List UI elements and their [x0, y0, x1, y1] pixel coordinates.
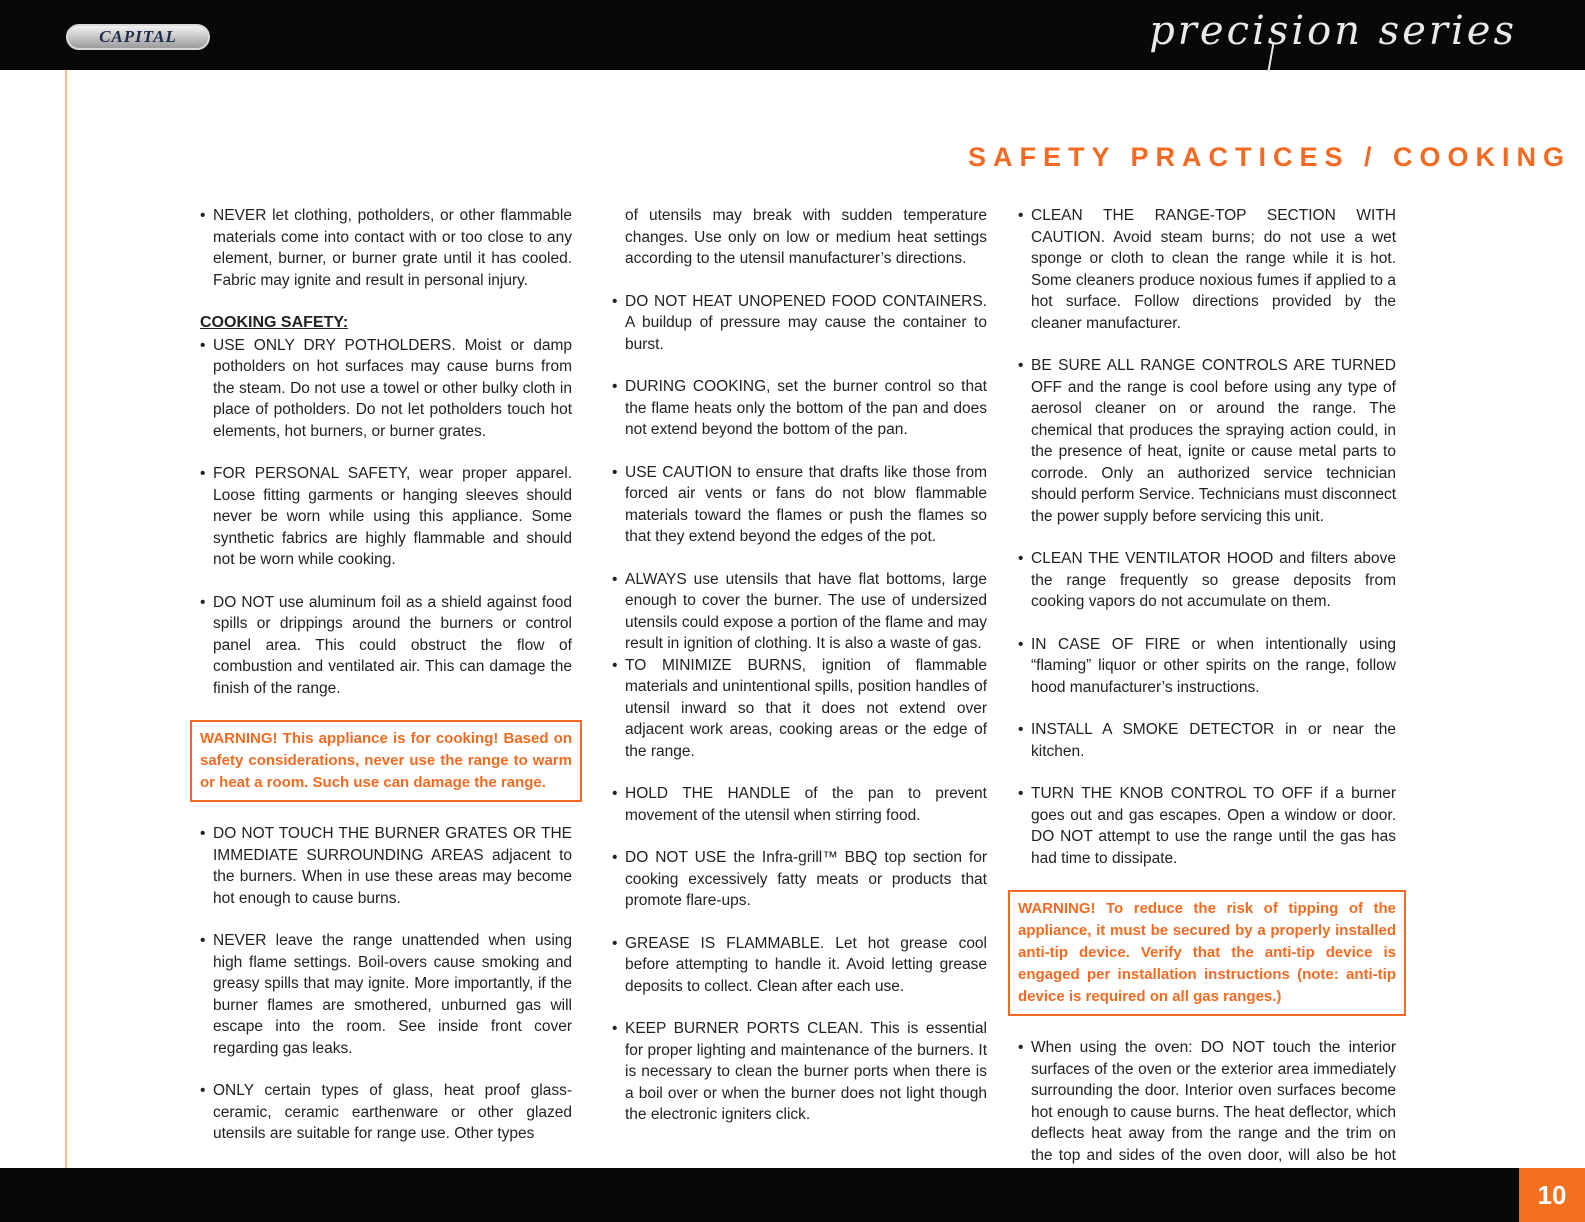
paragraph: • CLEAN THE RANGE-TOP SECTION WITH CAUTION. Avoid steam burns; do not use a wet sponge or cloth to clean the range while it is hot. Some cleaners produce noxious fumes if applied to a hot surface. Follow directions provided by the cleaner manufacturer.: [1018, 205, 1396, 334]
paragraph: • TURN THE KNOB CONTROL TO OFF if a burner goes out and gas escapes. Open a window or door. DO NOT attempt to use the range until the gas has had time to dissipate.: [1018, 783, 1396, 869]
paragraph: • TO MINIMIZE BURNS, ignition of flammable materials and unintentional spills, position handles of utensil inward so that it does not extend over adjacent work areas, cooking areas or the edge of the range.: [612, 655, 987, 763]
paragraph: • NEVER let clothing, potholders, or other flammable materials come into contact with or too close to any element, burner, or burner grate until it has cooled. Fabric may ignite and result in personal injury.: [200, 205, 572, 291]
brand-name: CAPITAL: [99, 27, 177, 46]
column-1: [200, 205, 572, 1166]
paragraph: • When using the oven: DO NOT touch the interior surfaces of the oven or the exterior area immediately surrounding the door. Interior oven surfaces become hot enough to cause burns. The heat deflector, which deflects heat away from the range and the trim on the top and sides of the oven door, will also be hot: [1018, 1037, 1396, 1188]
paragraph: • HOLD THE HANDLE of the pan to prevent movement of the utensil when stirring food.: [612, 783, 987, 826]
paragraph: • IN CASE OF FIRE or when intentionally using “flaming” liquor or other spirits on the range, follow hood manufacturer’s instructions.: [1018, 634, 1396, 699]
paragraph: • ALWAYS use utensils that have flat bottoms, large enough to cover the burner. The use of undersized utensils could expose a portion of the flame and may result in ignition of clothing. It is also a waste of gas.: [612, 569, 987, 655]
paragraph: • DO NOT USE the Infra-grill™ BBQ top section for cooking excessively fatty meats or products that promote flare-ups.: [612, 847, 987, 912]
paragraph: • NEVER leave the range unattended when using high flame settings. Boil-overs cause smoking and greasy spills that may ignite. More importantly, if the burner flames are smothered, unburned gas will escape into the room. See inside front cover regarding gas leaks.: [200, 930, 572, 1059]
paragraph: • DO NOT use aluminum foil as a shield against food spills or drippings around the burners or control panel area. This could obstruct the flow of combustion and ventilated air. This can damage the finish of the range.: [200, 592, 572, 700]
column-3: [1018, 205, 1396, 1209]
paragraph: • BE SURE ALL RANGE CONTROLS ARE TURNED OFF and the range is cool before using any type of aerosol cleaner on or around the range. The chemical that produces the spraying action could, in the presence of heat, ignite or cause metal parts to corrode. Only an authorized service technician should perform Service. Technicians must disconnect the power supply before servicing this unit.: [1018, 355, 1396, 527]
series-title: precision series: [1149, 8, 1517, 54]
paragraph: • CLEAN THE VENTILATOR HOOD and filters above the range frequently so grease deposits from cooking vapors do not accumulate on them.: [1018, 548, 1396, 613]
cooking-safety-heading: COOKING SAFETY:: [200, 314, 349, 331]
paragraph: • USE ONLY DRY POTHOLDERS. Moist or damp potholders on hot surfaces may cause burns from the steam. Do not use a towel or other bulky cloth in place of potholders. Do not let potholders touch hot elements, hot burners, or burner grates.: [200, 335, 572, 443]
paragraph: • USE CAUTION to ensure that drafts like those from forced air vents or fans do not blow flammable materials toward the flames or push the flames so that they extend beyond the edges of the pot.: [612, 462, 987, 548]
paragraph: • DURING COOKING, set the burner control so that the flame heats only the bottom of the pan and does not extend beyond the bottom of the pan.: [612, 376, 987, 441]
footer-bar: [0, 1168, 1585, 1222]
paragraph: • GREASE IS FLAMMABLE. Let hot grease cool before attempting to handle it. Avoid letting grease deposits to collect. Clean after each use.: [612, 933, 987, 998]
paragraph: • DO NOT TOUCH THE BURNER GRATES OR THE IMMEDIATE SURROUNDING AREAS adjacent to the burners. When in use these areas may become hot enough to cause burns.: [200, 823, 572, 909]
paragraph: • INSTALL A SMOKE DETECTOR in or near the kitchen.: [1018, 719, 1396, 762]
warning-box: WARNING! This appliance is for cooking! Based on safety considerations, never use the range to warm or heat a room. Such use can damage the range.: [190, 720, 582, 802]
margin-rule: [65, 70, 67, 1180]
page-number: 10: [1519, 1168, 1585, 1222]
warning-box: WARNING! To reduce the risk of tipping of the appliance, it must be secured by a properly installed anti-tip device. Verify that the anti-tip device is engaged per installation instructions (note: anti-tip device is required on all gas ranges.): [1008, 890, 1406, 1016]
paragraph: • ONLY certain types of glass, heat proof glass-ceramic, ceramic earthenware or other glazed utensils are suitable for range use. Other types: [200, 1080, 572, 1145]
paragraph: • DO NOT HEAT UNOPENED FOOD CONTAINERS. A buildup of pressure may cause the container to burst.: [612, 291, 987, 356]
paragraph: • KEEP BURNER PORTS CLEAN. This is essential for proper lighting and maintenance of the burners. It is necessary to clean the burner ports when there is a boil over or when the burner does not light though the electronic igniters click.: [612, 1018, 987, 1126]
paragraph: of utensils may break with sudden temperature changes. Use only on low or medium heat settings according to the utensil manufacturer’s directions.: [625, 207, 987, 267]
page-title: SAFETY PRACTICES / COOKING: [968, 142, 1572, 172]
capital-logo: [66, 24, 210, 50]
header-bar: [0, 0, 1585, 70]
paragraph: • FOR PERSONAL SAFETY, wear proper apparel. Loose fitting garments or hanging sleeves should never be worn while using this appliance. Some synthetic fabrics are highly flammable and should not be worn while cooking.: [200, 463, 572, 571]
column-2: [612, 205, 987, 1147]
